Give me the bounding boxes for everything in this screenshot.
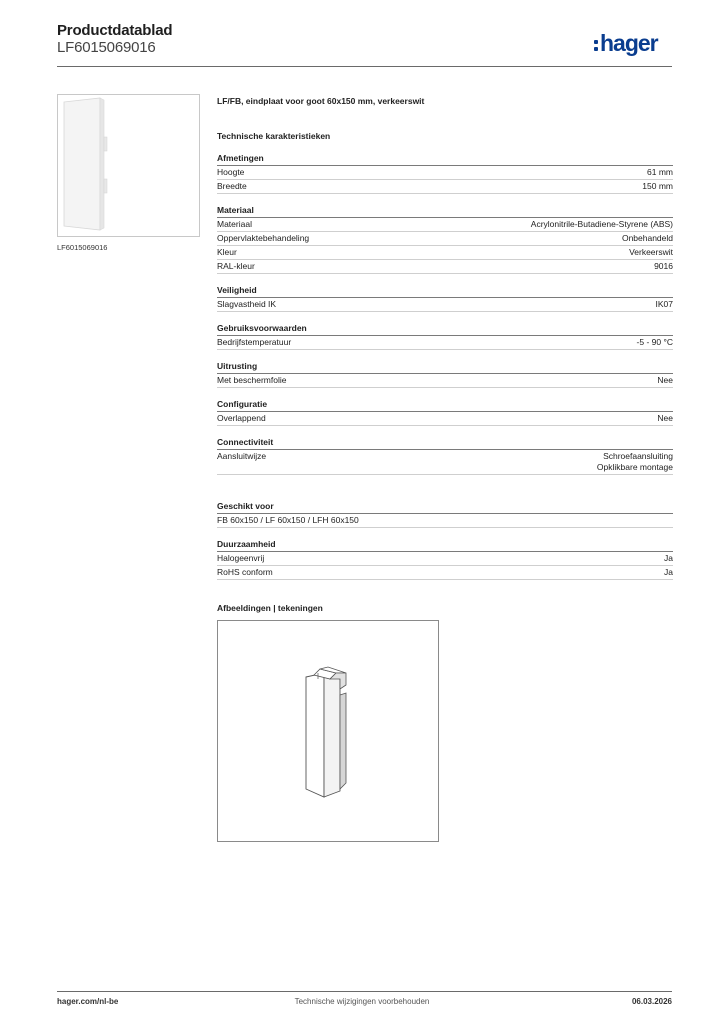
- section-title: Connectiviteit: [217, 436, 673, 450]
- header-divider: [57, 66, 672, 67]
- spec-value-line: 61 mm: [647, 167, 673, 177]
- spec-value: [657, 375, 673, 386]
- spec-row: [217, 566, 673, 580]
- spec-section: [217, 322, 673, 350]
- footer-notice: Technische wijzigingen voorbehouden: [294, 997, 430, 1006]
- spec-value: [654, 261, 673, 272]
- footer-date: 06.03.2026: [631, 997, 672, 1006]
- spec-value-line: Onbehandeld: [621, 233, 673, 243]
- spec-section: [217, 398, 673, 426]
- spec-value: [647, 167, 673, 178]
- spec-value: [531, 219, 673, 230]
- document-title: Productdatablad: [57, 22, 173, 39]
- spec-section: [217, 500, 673, 528]
- spec-row: [217, 336, 673, 350]
- spec-value: [629, 247, 673, 258]
- spec-label: Bedrijfstemperatuur: [217, 337, 292, 347]
- spec-label: Overlappend: [217, 413, 266, 423]
- spec-row: [217, 218, 673, 232]
- hager-logo: [594, 28, 658, 58]
- spec-section: [217, 436, 673, 475]
- spec-label: Met beschermfolie: [217, 375, 287, 385]
- spec-row: [217, 232, 673, 246]
- spec-value-line: Nee: [657, 375, 673, 385]
- spec-value-line: Ja: [664, 553, 673, 563]
- section-title: Uitrusting: [217, 360, 673, 374]
- spec-row: [217, 450, 673, 475]
- spec-label: RoHS conform: [217, 567, 273, 577]
- spec-label: Oppervlaktebehandeling: [217, 233, 310, 243]
- spec-label: Kleur: [217, 247, 237, 257]
- spec-row: [217, 246, 673, 260]
- spec-sections: [217, 152, 673, 580]
- spec-value-line: Ja: [664, 567, 673, 577]
- section-title: Configuratie: [217, 398, 673, 412]
- spec-label: Materiaal: [217, 219, 252, 229]
- section-title: Geschikt voor: [217, 500, 673, 514]
- spec-value: [657, 413, 673, 424]
- footer-divider: [57, 991, 672, 992]
- spec-value-line: Schroefaansluiting: [603, 451, 673, 461]
- spec-label: FB 60x150 / LF 60x150 / LFH 60x150: [217, 515, 359, 525]
- images-section: [217, 602, 673, 842]
- spec-value-line: Nee: [657, 413, 673, 423]
- product-details: [217, 96, 673, 842]
- product-drawing: [217, 620, 439, 842]
- end-plate-drawing-icon: [218, 621, 438, 841]
- spec-value: [664, 567, 673, 578]
- spec-row: [217, 260, 673, 274]
- spec-section: [217, 360, 673, 388]
- spec-row: [217, 298, 673, 312]
- spec-row: [217, 374, 673, 388]
- logo-text: hager: [600, 29, 658, 56]
- spec-label: RAL-kleur: [217, 261, 255, 271]
- spec-row: [217, 166, 673, 180]
- spec-value: [656, 299, 674, 310]
- spec-row: [217, 552, 673, 566]
- spec-value: [597, 451, 673, 473]
- spec-value: [664, 553, 673, 564]
- section-title: Veiligheid: [217, 284, 673, 298]
- spec-label: Halogeenvrij: [217, 553, 265, 563]
- logo-dots-icon: [594, 40, 598, 51]
- section-title: Materiaal: [217, 204, 673, 218]
- spec-label: Breedte: [217, 181, 247, 191]
- section-title: Duurzaamheid: [217, 538, 673, 552]
- product-thumbnail: [57, 94, 200, 237]
- spec-value-line: 150 mm: [642, 181, 673, 191]
- section-title: Gebruiksvoorwaarden: [217, 322, 673, 336]
- product-code: LF6015069016: [57, 39, 156, 56]
- spec-value-line: Opklikbare montage: [596, 462, 673, 472]
- spec-value-line: Verkeerswit: [629, 247, 673, 257]
- spec-value: [637, 337, 673, 348]
- section-title: Afmetingen: [217, 152, 673, 166]
- spec-section: [217, 204, 673, 274]
- spec-label: Hoogte: [217, 167, 245, 177]
- spec-value-line: 9016: [654, 261, 673, 271]
- specs-heading: Technische karakteristieken: [217, 131, 331, 141]
- spec-value: [642, 181, 673, 192]
- spec-label: Aansluitwijze: [217, 451, 267, 461]
- end-plate-thumbnail-icon: [58, 95, 199, 236]
- thumbnail-caption: LF6015069016: [57, 243, 108, 252]
- spec-label: Slagvastheid IK: [217, 299, 277, 309]
- spec-section: [217, 152, 673, 194]
- images-section-title: Afbeeldingen | tekeningen: [217, 603, 323, 613]
- spec-row: [217, 412, 673, 426]
- spec-row: [217, 180, 673, 194]
- spec-value-line: -5 - 90 °C: [636, 337, 673, 347]
- spec-row: [217, 514, 673, 528]
- spec-section: [217, 284, 673, 312]
- spec-value-line: IK07: [655, 299, 673, 309]
- spec-value: [622, 233, 673, 244]
- spec-value-line: Acrylonitrile-Butadiene-Styrene (ABS): [530, 219, 673, 229]
- product-heading: LF/FB, eindplaat voor goot 60x150 mm, verkeerswit: [217, 96, 425, 106]
- footer-website-link[interactable]: hager.com/nl-be: [57, 997, 119, 1006]
- spec-section: [217, 538, 673, 580]
